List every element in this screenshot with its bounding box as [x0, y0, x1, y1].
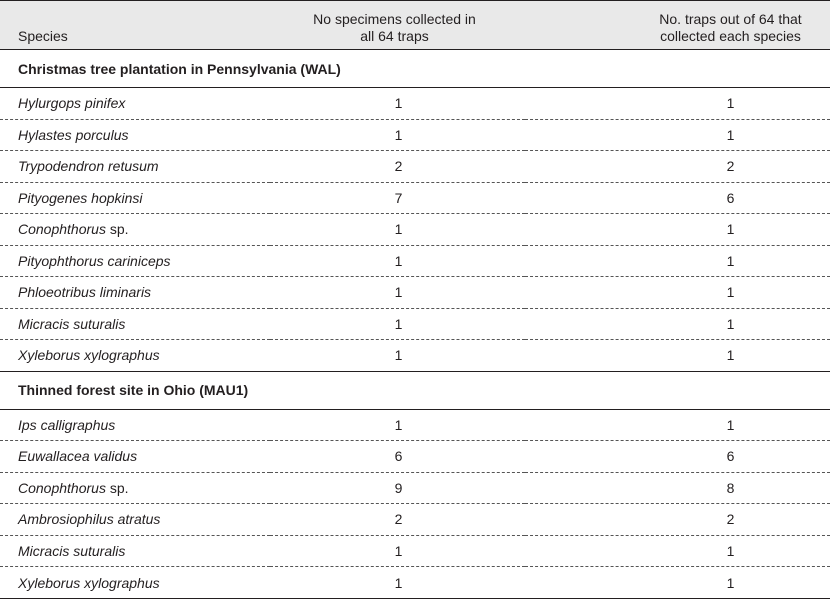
species-cell — [0, 277, 270, 309]
section-header-row — [0, 50, 830, 88]
traps-count-cell: 6 — [525, 441, 830, 473]
species-name: Ambrosiophilus atratus — [18, 511, 161, 528]
traps-count-cell: 8 — [525, 472, 830, 504]
species-cell — [0, 119, 270, 151]
specimens-count-cell: 1 — [270, 535, 525, 567]
species-cell — [0, 182, 270, 214]
specimens-header-line1: No specimens collected in — [313, 11, 476, 27]
species-cell — [0, 441, 270, 473]
species-name: Phloeotribus liminaris — [18, 284, 152, 301]
species-name: Micracis suturalis — [18, 315, 126, 332]
species-cell — [0, 340, 270, 372]
specimens-count-cell: 1 — [270, 340, 525, 372]
table-row — [0, 567, 830, 599]
table-row — [0, 214, 830, 246]
species-cell — [0, 214, 270, 246]
species-name: Conophthorus — [18, 221, 106, 238]
section-title: Christmas tree plantation in Pennsylvania (WAL) — [0, 50, 830, 88]
species-cell — [0, 535, 270, 567]
species-suffix: sp. — [105, 221, 129, 238]
traps-count-cell: 1 — [525, 245, 830, 277]
table-row — [0, 119, 830, 151]
table-row — [0, 472, 830, 504]
species-name: Euwallacea validus — [18, 448, 138, 465]
species-name: Micracis suturalis — [18, 542, 126, 559]
species-cell — [0, 409, 270, 441]
section-title: Thinned forest site in Ohio (MAU1) — [0, 371, 830, 409]
species-header-label: Species — [18, 28, 68, 44]
specimens-count-cell: 7 — [270, 182, 525, 214]
traps-count-cell: 2 — [525, 151, 830, 183]
specimens-count-cell: 1 — [270, 88, 525, 120]
table-row — [0, 409, 830, 441]
species-cell — [0, 504, 270, 536]
traps-header-line2: collected each species — [660, 28, 801, 44]
table-row — [0, 340, 830, 372]
species-name: Pityogenes hopkinsi — [18, 189, 143, 206]
traps-count-cell: 2 — [525, 504, 830, 536]
specimens-count-cell: 1 — [270, 214, 525, 246]
traps-count-cell: 1 — [525, 277, 830, 309]
table-row — [0, 151, 830, 183]
specimens-count-cell: 6 — [270, 441, 525, 473]
table-header — [0, 1, 830, 50]
traps-count-cell: 1 — [525, 340, 830, 372]
species-name: Xyleborus xylographus — [18, 574, 160, 591]
specimens-count-cell: 2 — [270, 151, 525, 183]
traps-count-cell: 1 — [525, 409, 830, 441]
species-name: Conophthorus — [18, 479, 106, 496]
specimens-header-line2: all 64 traps — [360, 28, 429, 44]
species-name: Trypodendron retusum — [18, 158, 159, 175]
specimens-count-cell: 1 — [270, 277, 525, 309]
species-cell — [0, 567, 270, 599]
species-name: Xyleborus xylographus — [18, 347, 160, 364]
table-row — [0, 308, 830, 340]
traps-column-header — [525, 1, 830, 50]
table-row — [0, 277, 830, 309]
traps-header-line1: No. traps out of 64 that — [659, 11, 802, 27]
species-name: Ips calligraphus — [18, 416, 116, 433]
specimens-column-header — [270, 1, 525, 50]
specimens-count-cell: 1 — [270, 119, 525, 151]
specimens-count-cell: 1 — [270, 409, 525, 441]
traps-count-cell: 1 — [525, 88, 830, 120]
species-name: Pityophthorus cariniceps — [18, 252, 171, 269]
species-column-header — [0, 1, 270, 50]
traps-count-cell: 1 — [525, 308, 830, 340]
table-row — [0, 88, 830, 120]
section-header-row — [0, 371, 830, 409]
table-row — [0, 441, 830, 473]
traps-count-cell: 1 — [525, 214, 830, 246]
header-row — [0, 1, 830, 50]
species-cell — [0, 245, 270, 277]
table-row — [0, 504, 830, 536]
traps-count-cell: 1 — [525, 119, 830, 151]
species-name: Hylastes porculus — [18, 126, 129, 143]
traps-count-cell: 1 — [525, 567, 830, 599]
table-body — [0, 50, 830, 599]
specimens-count-cell: 9 — [270, 472, 525, 504]
traps-count-cell: 6 — [525, 182, 830, 214]
species-cell — [0, 151, 270, 183]
specimens-count-cell: 1 — [270, 245, 525, 277]
specimens-count-cell: 1 — [270, 308, 525, 340]
species-suffix: sp. — [105, 479, 129, 496]
table-row — [0, 535, 830, 567]
table-row — [0, 182, 830, 214]
species-cell — [0, 472, 270, 504]
species-cell — [0, 88, 270, 120]
specimens-count-cell: 1 — [270, 567, 525, 599]
specimens-count-cell: 2 — [270, 504, 525, 536]
species-cell — [0, 308, 270, 340]
species-name: Hylurgops pinifex — [18, 95, 126, 112]
table-row — [0, 245, 830, 277]
traps-count-cell: 1 — [525, 535, 830, 567]
